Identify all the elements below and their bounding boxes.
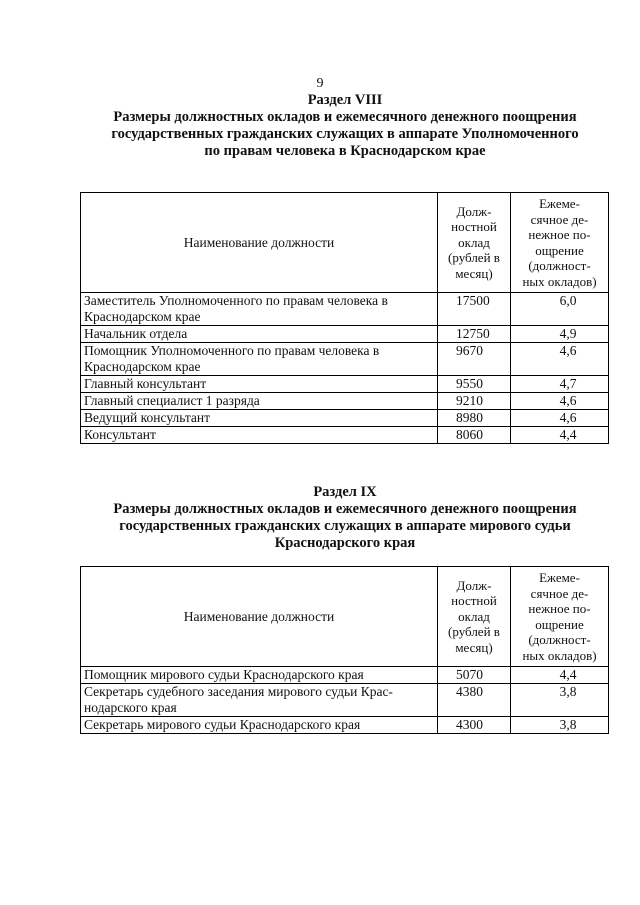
position-name: Помощник Уполномоченного по правам человека в Краснодарском крае — [81, 343, 438, 376]
section-8-title: Раздел VIII — [307, 92, 383, 108]
table-row — [81, 326, 609, 343]
salary-value: 9210 — [438, 393, 511, 410]
position-name: Секретарь судебного заседания мирового судьи Крас- нодарского края — [81, 684, 438, 717]
table-row — [81, 343, 609, 376]
table-header-row — [81, 567, 609, 667]
bonus-value: 3,8 — [511, 717, 609, 734]
bonus-value: 4,6 — [511, 343, 609, 376]
header-bonus: Ежеме- сячное де- нежное по- ощрение (должност- ных окладов) — [511, 193, 609, 293]
table-row — [81, 376, 609, 393]
bonus-value: 4,7 — [511, 376, 609, 393]
salary-value: 5070 — [438, 667, 511, 684]
table-row — [81, 410, 609, 427]
table-row — [81, 293, 609, 326]
section-9-subtitle-line: Краснодарского края — [274, 535, 416, 551]
table-body — [81, 667, 609, 734]
section-9-heading — [60, 484, 630, 552]
table-row — [81, 393, 609, 410]
salary-value: 8060 — [438, 427, 511, 444]
bonus-value: 4,6 — [511, 410, 609, 427]
bonus-value: 6,0 — [511, 293, 609, 326]
section-9-table — [80, 566, 609, 734]
bonus-value: 4,4 — [511, 427, 609, 444]
header-bonus: Ежеме- сячное де- нежное по- ощрение (должност- ных окладов) — [511, 567, 609, 667]
bonus-value: 4,6 — [511, 393, 609, 410]
table-row — [81, 717, 609, 734]
position-name: Ведущий консультант — [81, 410, 438, 427]
position-name: Секретарь мирового судьи Краснодарского края — [81, 717, 438, 734]
position-name: Начальник отдела — [81, 326, 438, 343]
section-9-title: Раздел IX — [313, 484, 377, 500]
salary-value: 17500 — [438, 293, 511, 326]
section-8-table — [80, 192, 609, 444]
header-position-name: Наименование должности — [81, 193, 438, 293]
section-9-subtitle-line: Размеры должностных окладов и ежемесячного денежного поощрения — [113, 501, 577, 517]
section-9-subtitle-line: государственных гражданских служащих в аппарате мирового судьи — [119, 518, 571, 534]
position-name: Заместитель Уполномоченного по правам человека в Краснодарском крае — [81, 293, 438, 326]
position-name: Помощник мирового судьи Краснодарского края — [81, 667, 438, 684]
salary-value: 9670 — [438, 343, 511, 376]
bonus-value: 4,4 — [511, 667, 609, 684]
salary-value: 9550 — [438, 376, 511, 393]
page-number: 9 — [316, 76, 324, 91]
table-row — [81, 684, 609, 717]
section-8-subtitle-line: государственных гражданских служащих в аппарате Уполномоченного — [111, 126, 579, 142]
position-name: Консультант — [81, 427, 438, 444]
table-header-row — [81, 193, 609, 293]
table-row — [81, 667, 609, 684]
header-salary: Долж- ностной оклад (рублей в месяц) — [438, 567, 511, 667]
section-8-subtitle-line: по правам человека в Краснодарском крае — [204, 143, 486, 159]
position-name: Главный консультант — [81, 376, 438, 393]
bonus-value: 4,9 — [511, 326, 609, 343]
bonus-value: 3,8 — [511, 684, 609, 717]
salary-value: 4300 — [438, 717, 511, 734]
header-position-name: Наименование должности — [81, 567, 438, 667]
header-salary: Долж- ностной оклад (рублей в месяц) — [438, 193, 511, 293]
section-8-subtitle-line: Размеры должностных окладов и ежемесячного денежного поощрения — [113, 109, 577, 125]
salary-value: 12750 — [438, 326, 511, 343]
table-row — [81, 427, 609, 444]
salary-value: 4380 — [438, 684, 511, 717]
table-body — [81, 293, 609, 444]
position-name: Главный специалист 1 разряда — [81, 393, 438, 410]
salary-value: 8980 — [438, 410, 511, 427]
section-8-heading — [60, 92, 630, 160]
